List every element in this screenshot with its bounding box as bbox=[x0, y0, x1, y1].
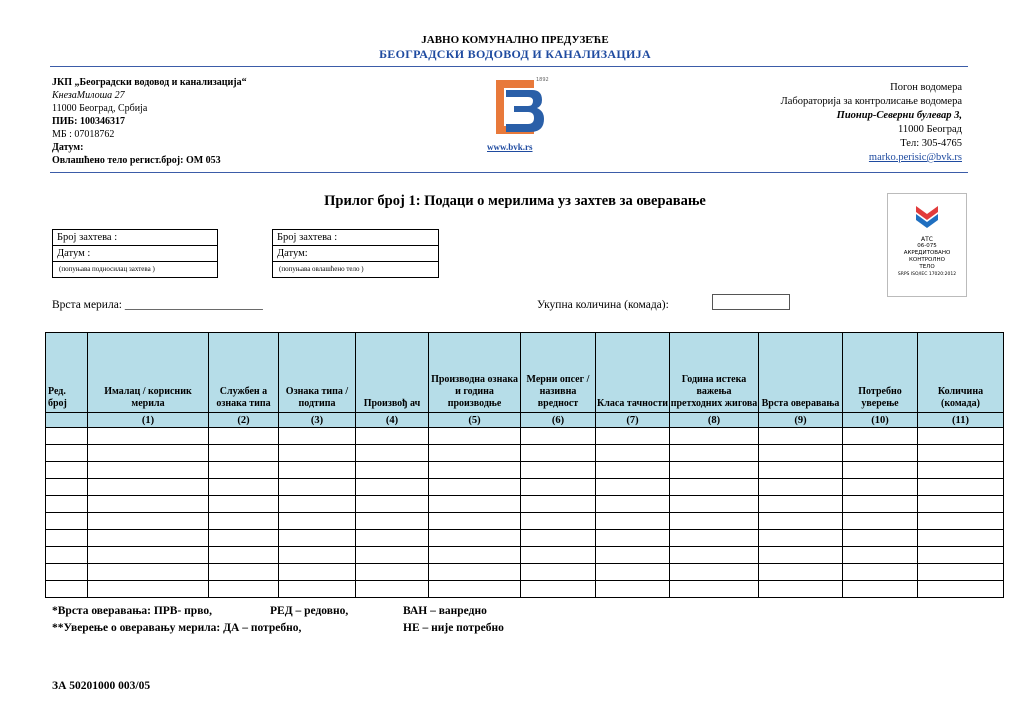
company-city: 11000 Београд, Србија bbox=[52, 103, 148, 114]
col-number: (1) bbox=[88, 413, 209, 428]
bvk-logo-icon bbox=[488, 74, 550, 140]
table-cell[interactable] bbox=[46, 530, 88, 547]
table-cell[interactable] bbox=[670, 428, 759, 445]
note-certificate-no: НЕ – није потребно bbox=[403, 622, 504, 634]
date-label: Датум: bbox=[52, 142, 84, 153]
table-cell[interactable] bbox=[356, 564, 429, 581]
table-row bbox=[46, 428, 1004, 445]
table-cell[interactable] bbox=[670, 462, 759, 479]
table-cell[interactable] bbox=[88, 496, 209, 513]
applicant-request-number[interactable]: Број захтева : bbox=[53, 230, 217, 246]
table-cell[interactable] bbox=[843, 445, 918, 462]
table-cell[interactable] bbox=[356, 530, 429, 547]
table-cell[interactable] bbox=[88, 581, 209, 598]
table-cell[interactable] bbox=[46, 547, 88, 564]
ats-line2: КОНТРОЛНО bbox=[909, 257, 945, 263]
col-header-row-number: Ред. број bbox=[46, 333, 88, 413]
total-quantity-input[interactable] bbox=[712, 294, 790, 310]
table-cell[interactable] bbox=[88, 445, 209, 462]
table-cell[interactable] bbox=[88, 428, 209, 445]
table-cell[interactable] bbox=[46, 479, 88, 496]
table-row bbox=[46, 564, 1004, 581]
table-cell[interactable] bbox=[843, 581, 918, 598]
col-number bbox=[46, 413, 88, 428]
ats-standard: SRPS ISO/IEC 17020:2012 bbox=[897, 272, 957, 277]
table-cell[interactable] bbox=[670, 513, 759, 530]
table-cell[interactable] bbox=[843, 530, 918, 547]
body-request-date[interactable]: Датум: bbox=[273, 246, 438, 262]
lab-name: Лабораторија за контролисање водомера bbox=[780, 96, 962, 107]
table-cell[interactable] bbox=[918, 479, 1004, 496]
table-cell[interactable] bbox=[88, 462, 209, 479]
col-number: (3) bbox=[279, 413, 356, 428]
col-header-accuracy-class: Класа тачности bbox=[596, 333, 670, 413]
table-cell[interactable] bbox=[843, 479, 918, 496]
ats-code: 06-075 bbox=[917, 243, 937, 249]
left-info-block bbox=[52, 76, 247, 167]
notes-block bbox=[52, 603, 504, 637]
total-quantity-label: Укупна количина (комада): bbox=[537, 299, 669, 311]
col-number: (5) bbox=[429, 413, 521, 428]
table-cell[interactable] bbox=[46, 428, 88, 445]
company-name: ЈКП „Београдски водовод и канализација“ bbox=[52, 77, 247, 88]
table-cell[interactable] bbox=[596, 564, 670, 581]
table-cell[interactable] bbox=[279, 496, 356, 513]
table-cell[interactable] bbox=[521, 479, 596, 496]
table-cell[interactable] bbox=[596, 479, 670, 496]
note-verification-regular: РЕД – редовно, bbox=[270, 605, 349, 617]
table-cell[interactable] bbox=[670, 445, 759, 462]
table-cell[interactable] bbox=[209, 428, 279, 445]
col-header-range: Мерни опсег / називна вредност bbox=[521, 333, 596, 413]
col-number: (8) bbox=[670, 413, 759, 428]
table-cell[interactable] bbox=[918, 445, 1004, 462]
table-cell[interactable] bbox=[759, 547, 843, 564]
lab-street: Пионир-Северни булевар 3, bbox=[836, 110, 962, 121]
table-cell[interactable] bbox=[279, 428, 356, 445]
notified-body-number: Овлашћено тело регист.број: ОМ 053 bbox=[52, 155, 221, 166]
table-cell[interactable] bbox=[759, 581, 843, 598]
table-cell[interactable] bbox=[279, 564, 356, 581]
table-cell[interactable] bbox=[209, 445, 279, 462]
table-cell[interactable] bbox=[843, 547, 918, 564]
table-cell[interactable] bbox=[521, 530, 596, 547]
table-cell[interactable] bbox=[209, 564, 279, 581]
ats-line1: АКРЕДИТОВАНО bbox=[903, 250, 951, 256]
header-top-rule bbox=[50, 66, 968, 67]
table-cell[interactable] bbox=[918, 428, 1004, 445]
table-row bbox=[46, 581, 1004, 598]
lab-phone: Тел: 305-4765 bbox=[900, 138, 962, 149]
company-street: КнезаМилоша 27 bbox=[52, 90, 125, 101]
contact-email-link[interactable]: marko.perisic@bvk.rs bbox=[868, 152, 962, 163]
col-number: (11) bbox=[918, 413, 1004, 428]
table-cell[interactable] bbox=[759, 513, 843, 530]
table-cell[interactable] bbox=[279, 479, 356, 496]
body-request-box bbox=[272, 229, 439, 278]
table-cell[interactable] bbox=[918, 462, 1004, 479]
table-row bbox=[46, 530, 1004, 547]
table-header-row bbox=[46, 333, 1004, 413]
table-cell[interactable] bbox=[429, 564, 521, 581]
table-cell[interactable] bbox=[88, 564, 209, 581]
table-cell[interactable] bbox=[918, 547, 1004, 564]
table-cell[interactable] bbox=[429, 547, 521, 564]
table-cell[interactable] bbox=[596, 428, 670, 445]
table-cell[interactable] bbox=[670, 479, 759, 496]
table-cell[interactable] bbox=[596, 581, 670, 598]
col-number: (9) bbox=[759, 413, 843, 428]
table-cell[interactable] bbox=[521, 462, 596, 479]
table-cell[interactable] bbox=[759, 564, 843, 581]
col-header-owner: Ималац / корисник мерила bbox=[88, 333, 209, 413]
col-header-official-type: Службен а ознака типа bbox=[209, 333, 279, 413]
table-cell[interactable] bbox=[356, 479, 429, 496]
table-cell[interactable] bbox=[88, 530, 209, 547]
col-header-serial-year: Производна ознака и година производње bbox=[429, 333, 521, 413]
table-cell[interactable] bbox=[521, 581, 596, 598]
table-cell[interactable] bbox=[429, 581, 521, 598]
table-cell[interactable] bbox=[670, 496, 759, 513]
table-row bbox=[46, 496, 1004, 513]
table-cell[interactable] bbox=[279, 462, 356, 479]
table-cell[interactable] bbox=[759, 479, 843, 496]
lab-city: 11000 Београд bbox=[898, 124, 962, 135]
column-number-row bbox=[46, 413, 1004, 428]
table-cell[interactable] bbox=[596, 530, 670, 547]
table-cell[interactable] bbox=[843, 462, 918, 479]
company-mb: МБ : 07018762 bbox=[52, 129, 115, 140]
note-verification-extra: ВАН – ванредно bbox=[403, 605, 487, 617]
header-bottom-rule bbox=[50, 172, 968, 173]
table-cell[interactable] bbox=[279, 581, 356, 598]
table-cell[interactable] bbox=[596, 445, 670, 462]
table-cell[interactable] bbox=[279, 445, 356, 462]
meter-type-blank[interactable]: ________________________ bbox=[124, 299, 263, 311]
table-cell[interactable] bbox=[429, 462, 521, 479]
note-verification-first: *Врста оверавања: ПРВ- прво, bbox=[52, 605, 212, 617]
table-cell[interactable] bbox=[209, 496, 279, 513]
table-cell[interactable] bbox=[759, 496, 843, 513]
table-cell[interactable] bbox=[279, 530, 356, 547]
logo-year: 1892 bbox=[536, 77, 549, 83]
applicant-box-note: (попуњава подносилац захтева ) bbox=[59, 265, 155, 273]
table-cell[interactable] bbox=[759, 428, 843, 445]
table-cell[interactable] bbox=[429, 428, 521, 445]
ats-logo-icon bbox=[912, 200, 942, 230]
col-number: (4) bbox=[356, 413, 429, 428]
col-number: (2) bbox=[209, 413, 279, 428]
ats-accreditation-mark bbox=[887, 193, 967, 297]
table-cell[interactable] bbox=[88, 479, 209, 496]
table-cell[interactable] bbox=[759, 530, 843, 547]
table-cell[interactable] bbox=[209, 547, 279, 564]
applicant-request-date[interactable]: Датум : bbox=[53, 246, 217, 262]
table-cell[interactable] bbox=[521, 496, 596, 513]
table-cell[interactable] bbox=[843, 564, 918, 581]
table-cell[interactable] bbox=[596, 462, 670, 479]
table-cell[interactable] bbox=[356, 445, 429, 462]
empty-rows-body bbox=[46, 428, 1004, 598]
table-cell[interactable] bbox=[46, 462, 88, 479]
table-cell[interactable] bbox=[209, 462, 279, 479]
table-cell[interactable] bbox=[759, 462, 843, 479]
note-certificate-yes: **Уверење о оверавању мерила: ДА – потребно, bbox=[52, 622, 302, 634]
table-cell[interactable] bbox=[429, 513, 521, 530]
table-cell[interactable] bbox=[918, 513, 1004, 530]
table-row bbox=[46, 547, 1004, 564]
table-cell[interactable] bbox=[429, 530, 521, 547]
table-cell[interactable] bbox=[279, 547, 356, 564]
table-cell[interactable] bbox=[429, 479, 521, 496]
table-cell[interactable] bbox=[356, 513, 429, 530]
table-cell[interactable] bbox=[356, 428, 429, 445]
table-cell[interactable] bbox=[429, 445, 521, 462]
table-cell[interactable] bbox=[46, 513, 88, 530]
table-cell[interactable] bbox=[209, 513, 279, 530]
table-row bbox=[46, 445, 1004, 462]
col-header-certificate: Потребно уверење bbox=[843, 333, 918, 413]
table-cell[interactable] bbox=[88, 513, 209, 530]
ats-line3: ТЕЛО bbox=[919, 264, 935, 270]
table-cell[interactable] bbox=[670, 581, 759, 598]
table-cell[interactable] bbox=[46, 496, 88, 513]
table-row bbox=[46, 479, 1004, 496]
col-header-manufacturer: Произвођ ач bbox=[356, 333, 429, 413]
meters-table bbox=[45, 332, 1004, 598]
table-cell[interactable] bbox=[279, 513, 356, 530]
table-row bbox=[46, 513, 1004, 530]
col-number: (10) bbox=[843, 413, 918, 428]
col-header-type-subtype: Ознака типа / подтипа bbox=[279, 333, 356, 413]
table-cell[interactable] bbox=[521, 547, 596, 564]
ats-name: АТС bbox=[921, 236, 933, 243]
meter-type-label: Врста мерила: bbox=[52, 299, 122, 311]
table-cell[interactable] bbox=[356, 581, 429, 598]
meter-type-field[interactable] bbox=[52, 299, 263, 311]
table-cell[interactable] bbox=[521, 513, 596, 530]
table-cell[interactable] bbox=[521, 445, 596, 462]
table-cell[interactable] bbox=[356, 547, 429, 564]
table-cell[interactable] bbox=[46, 581, 88, 598]
company-pib: ПИБ: 100346317 bbox=[52, 116, 125, 127]
body-box-note: (попуњава овлашћено тело ) bbox=[279, 265, 364, 273]
applicant-request-box bbox=[52, 229, 218, 278]
table-cell[interactable] bbox=[596, 547, 670, 564]
col-number: (6) bbox=[521, 413, 596, 428]
table-cell[interactable] bbox=[670, 547, 759, 564]
plant-name: Погон водомера bbox=[890, 82, 962, 93]
table-cell[interactable] bbox=[209, 581, 279, 598]
org-name-heading: БЕОГРАДСКИ ВОДОВОД И КАНАЛИЗАЦИЈА bbox=[379, 47, 651, 61]
table-cell[interactable] bbox=[356, 462, 429, 479]
table-cell[interactable] bbox=[843, 428, 918, 445]
body-request-number[interactable]: Број захтева : bbox=[273, 230, 438, 246]
org-type-heading: ЈАВНО КОМУНАЛНО ПРЕДУЗЕЋЕ bbox=[421, 34, 609, 46]
table-cell[interactable] bbox=[429, 496, 521, 513]
table-cell[interactable] bbox=[670, 530, 759, 547]
table-cell[interactable] bbox=[46, 445, 88, 462]
table-cell[interactable] bbox=[843, 496, 918, 513]
table-cell[interactable] bbox=[843, 513, 918, 530]
table-cell[interactable] bbox=[46, 564, 88, 581]
form-code: ЗА 50201000 003/05 bbox=[52, 680, 151, 692]
table-cell[interactable] bbox=[356, 496, 429, 513]
website-link[interactable]: www.bvk.rs bbox=[487, 142, 533, 152]
table-cell[interactable] bbox=[670, 564, 759, 581]
col-header-verification-type: Врста оверавања bbox=[759, 333, 843, 413]
table-cell[interactable] bbox=[759, 445, 843, 462]
table-cell[interactable] bbox=[918, 581, 1004, 598]
col-header-seal-expiry: Година истека важења претходних жигова bbox=[670, 333, 759, 413]
page-title: Прилог број 1: Подаци о мерилима уз захтев за оверавање bbox=[324, 193, 706, 209]
table-cell[interactable] bbox=[596, 513, 670, 530]
table-cell[interactable] bbox=[209, 530, 279, 547]
table-cell[interactable] bbox=[596, 496, 670, 513]
table-cell[interactable] bbox=[918, 564, 1004, 581]
table-cell[interactable] bbox=[918, 530, 1004, 547]
table-cell[interactable] bbox=[88, 547, 209, 564]
table-cell[interactable] bbox=[521, 564, 596, 581]
table-cell[interactable] bbox=[521, 428, 596, 445]
table-cell[interactable] bbox=[918, 496, 1004, 513]
col-number: (7) bbox=[596, 413, 670, 428]
right-info-block bbox=[781, 81, 962, 165]
table-row bbox=[46, 462, 1004, 479]
table-cell[interactable] bbox=[209, 479, 279, 496]
col-header-quantity: Количина (комада) bbox=[918, 333, 1004, 413]
